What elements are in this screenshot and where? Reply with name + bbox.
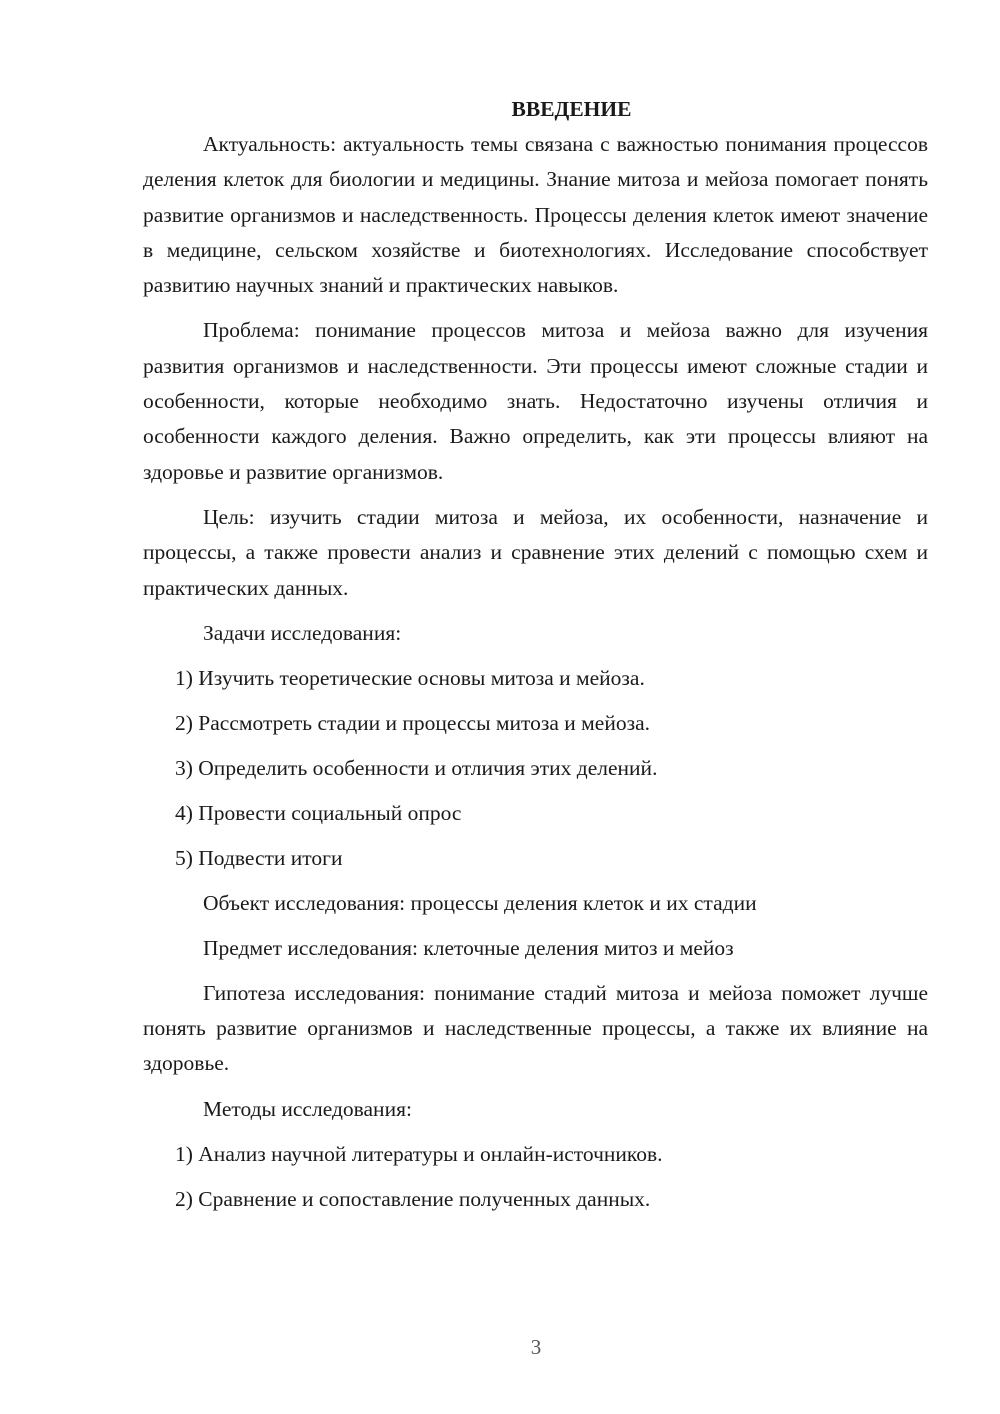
document-page	[143, 92, 928, 1227]
list-item: 2) Рассмотреть стадии и процессы митоза и мейоза.	[175, 710, 650, 735]
methods-list	[143, 1137, 928, 1217]
page-number: 3	[530, 1335, 542, 1359]
tasks-title: Задачи исследования:	[203, 620, 402, 645]
list-item: 1) Анализ научной литературы и онлайн-источников.	[175, 1141, 663, 1166]
list-item: 5) Подвести итоги	[175, 845, 343, 870]
list-item: 4) Провести социальный опрос	[175, 800, 462, 825]
goal-paragraph: Цель: изучить стадии митоза и мейоза, их особенности, назначение и процессы, а также провести анализ и сравнение этих делений с помощью схем и практических данных.	[143, 504, 928, 600]
list-item: 3) Определить особенности и отличия этих делений.	[175, 755, 658, 780]
tasks-list	[143, 661, 928, 876]
hypothesis-paragraph: Гипотеза исследования: понимание стадий митоза и мейоза поможет лучше понять развитие организмов и наследственные процессы, а также их влияние на здоровье.	[143, 980, 928, 1076]
list-item: 2) Сравнение и сопоставление полученных данных.	[175, 1186, 651, 1211]
subject-line: Предмет исследования: клеточные деления митоз и мейоз	[203, 935, 734, 960]
object-line: Объект исследования: процессы деления клеток и их стадии	[203, 890, 757, 915]
problem-paragraph: Проблема: понимание процессов митоза и мейоза важно для изучения развития организмов и наследственности. Эти процессы имеют сложные стадии и особенности, которые необходимо знать. Недостаточно изучены отличия и особенности каждого деления. Важно определить, как эти процессы влияют на здоровье и развитие организмов.	[143, 318, 928, 484]
methods-title: Методы исследования:	[203, 1096, 412, 1121]
page-title: ВВЕДЕНИЕ	[511, 97, 632, 121]
relevance-paragraph: Актуальность: актуальность темы связана с важностью понимания процессов деления клеток для биологии и медицины. Знание митоза и мейоза помогает понять развитие организмов и наследственность. Процессы деления клеток имеют значение в медицине, сельском хозяйстве и биотехнологиях. Исследование способствует развитию научных знаний и практических навыков.	[143, 132, 928, 298]
list-item: 1) Изучить теоретические основы митоза и мейоза.	[175, 665, 645, 690]
